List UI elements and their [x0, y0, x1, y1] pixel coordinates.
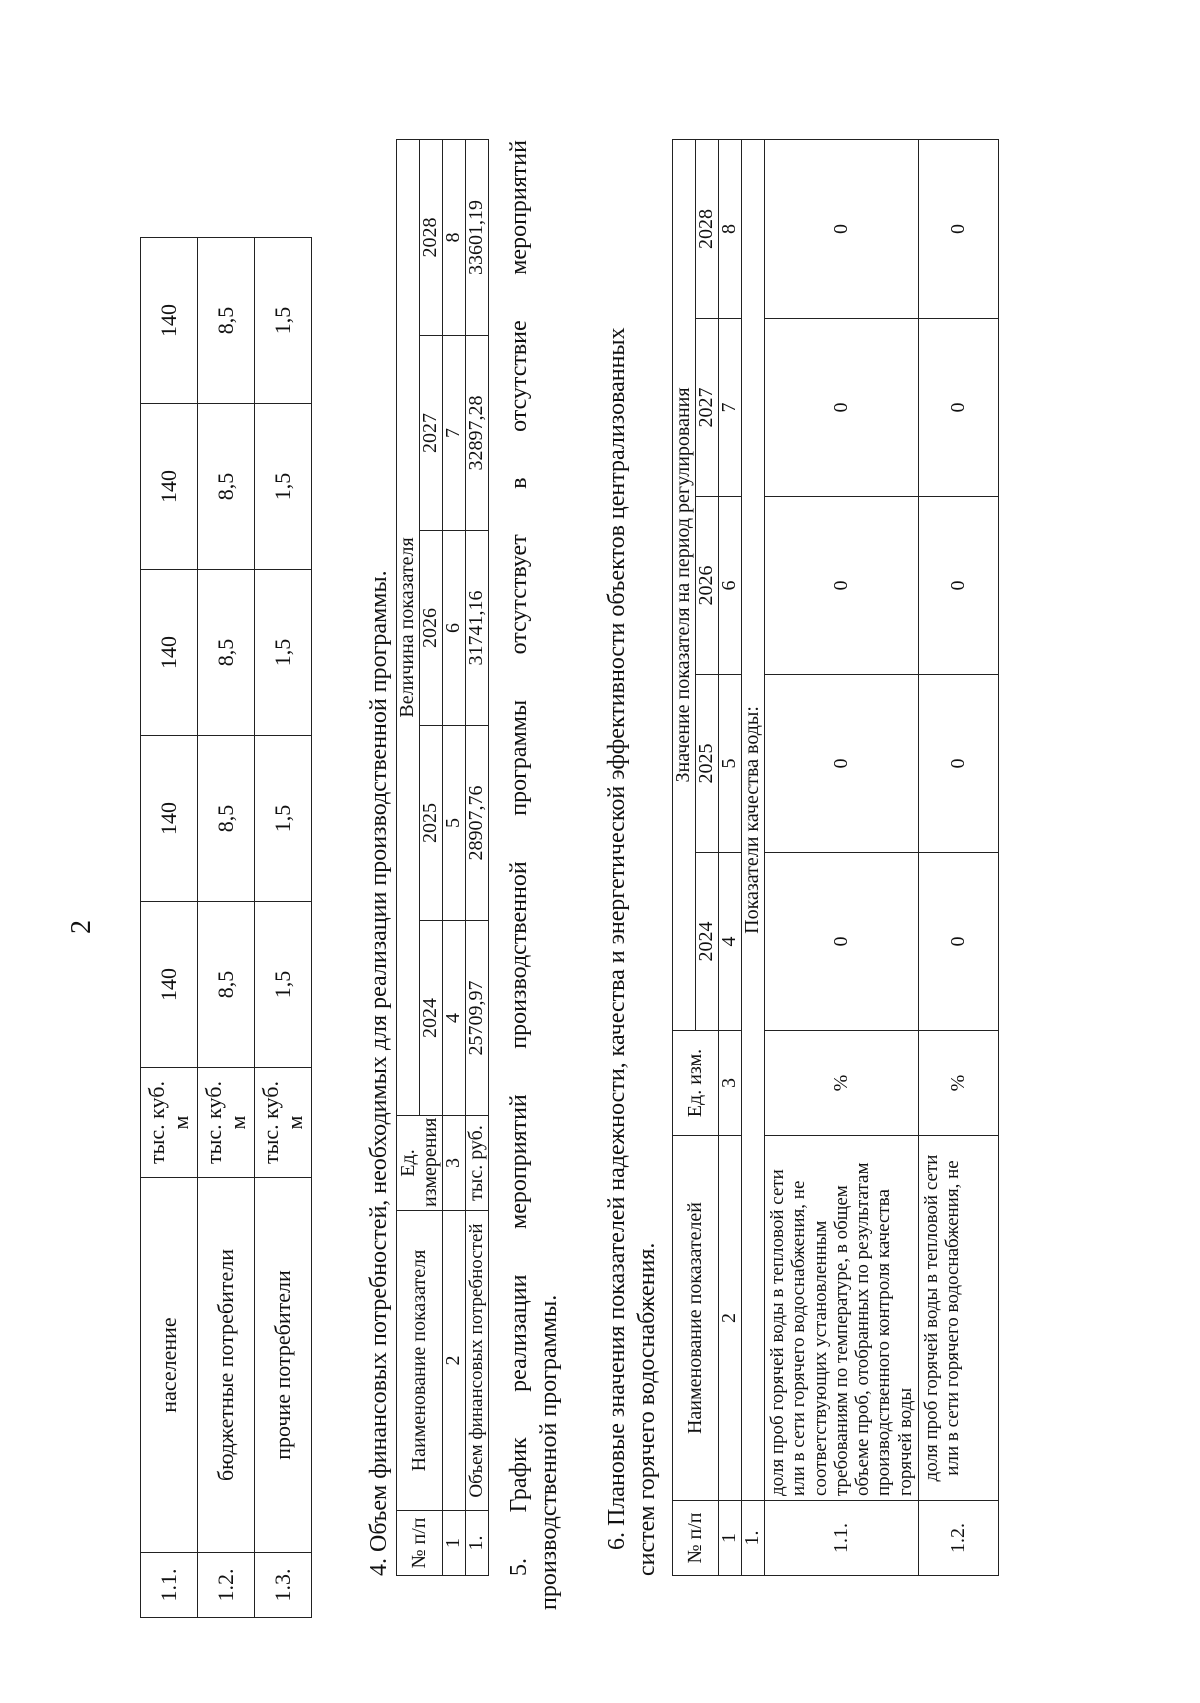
year-header: 2026 [696, 497, 719, 675]
section5-line1 [506, 140, 533, 1576]
column-index: 1 [719, 1501, 742, 1576]
year-header: 2026 [420, 531, 443, 726]
column-index: 5 [443, 726, 466, 921]
column-index: 8 [443, 139, 466, 335]
value-2024: 0 [765, 853, 919, 1031]
section5-line2: производственной программы. [536, 1294, 562, 1610]
value-2028: 8,5 [198, 238, 255, 404]
finance-table [396, 139, 489, 1576]
row-unit: тыс. куб. м [198, 1068, 255, 1178]
section5-word: производственной [506, 861, 532, 1049]
value-2024: 0 [918, 853, 998, 1031]
indicators-table [672, 139, 999, 1576]
year-header: 2028 [420, 139, 443, 335]
year-header: 2024 [696, 853, 719, 1031]
value-2026: 140 [141, 570, 198, 736]
column-index: 4 [443, 921, 466, 1116]
value-2026: 8,5 [198, 570, 255, 736]
value-2027: 0 [765, 319, 919, 497]
value-2025: 140 [141, 736, 198, 902]
table-row [141, 238, 198, 1618]
table-row [466, 139, 489, 1575]
row-name: бюджетные потребители [198, 1178, 255, 1553]
table-row [765, 139, 919, 1575]
value-2028: 0 [765, 139, 919, 318]
header-num: № п/п [397, 1511, 443, 1576]
rotated-page [20, 102, 1080, 1662]
header-row [397, 139, 420, 1575]
section6-heading-line1: 6. Плановые значения показателей надежности, качества и энергетической эффективности объектов централизованных [604, 327, 630, 1550]
value-2025: 0 [765, 675, 919, 853]
column-index: 6 [443, 531, 466, 726]
value-2028: 1,5 [255, 238, 312, 404]
column-index: 1 [443, 1511, 466, 1576]
value-2027: 8,5 [198, 404, 255, 570]
row-name: доля проб горячей воды в тепловой сети или в сети горячего водоснабжения, не [918, 1136, 998, 1501]
value-2028: 0 [918, 139, 998, 318]
row-name: доля проб горячей воды в тепловой сети или в сети горячего водоснабжения, не соответствующих установленным требованиям по температуре, в общем объеме проб, отобранных по результатам производственного контроля качества горячей воды [765, 1136, 919, 1501]
section5-word: мероприятий [506, 140, 532, 275]
year-header: 2028 [696, 139, 719, 318]
value-2025: 1,5 [255, 736, 312, 902]
value-2024: 1,5 [255, 902, 312, 1068]
section5-word: мероприятий [506, 1094, 532, 1229]
section5-word: График [506, 1437, 532, 1513]
header-row [673, 139, 696, 1575]
header-group: Величина показателя [397, 139, 420, 1115]
value-2025: 0 [918, 675, 998, 853]
value-2024: 25709,97 [466, 921, 489, 1116]
index-row [719, 139, 742, 1575]
value-2026: 31741,16 [466, 531, 489, 726]
section5-word: реализации [506, 1274, 532, 1392]
value-2025: 28907,76 [466, 726, 489, 921]
value-2027: 0 [918, 319, 998, 497]
header-name: Наименование показателей [673, 1136, 719, 1501]
group-label: Показатели качества воды: [742, 139, 765, 1500]
row-unit: тыс. куб. м [141, 1068, 198, 1178]
value-2027: 140 [141, 404, 198, 570]
table-row [918, 139, 998, 1575]
page-number: 2 [66, 920, 97, 934]
column-index: 2 [719, 1136, 742, 1501]
header-unit: Ед. изм. [673, 1031, 719, 1136]
section5-word: в [506, 477, 532, 489]
section5-word: 5. [506, 1558, 532, 1576]
column-index: 8 [719, 139, 742, 318]
value-2025: 8,5 [198, 736, 255, 902]
section5-word: отсутствует [506, 534, 532, 655]
year-header: 2025 [696, 675, 719, 853]
row-number: 1.3. [255, 1553, 312, 1618]
section5-word: отсутствие [506, 320, 532, 432]
value-2026: 0 [918, 497, 998, 675]
row-unit: тыс. руб. [466, 1116, 489, 1211]
year-header: 2024 [420, 921, 443, 1116]
value-2027: 32897,28 [466, 336, 489, 531]
group-number: 1. [742, 1501, 765, 1576]
value-2027: 1,5 [255, 404, 312, 570]
row-number: 1. [466, 1511, 489, 1576]
column-index: 7 [443, 336, 466, 531]
value-2026: 1,5 [255, 570, 312, 736]
row-unit: тыс. куб. м [255, 1068, 312, 1178]
row-number: 1.1. [141, 1553, 198, 1618]
year-header: 2027 [696, 319, 719, 497]
row-name: население [141, 1178, 198, 1553]
section4-heading: 4. Объем финансовых потребностей, необходимых для реализации производственной программы. [366, 570, 392, 1576]
value-2028: 33601,19 [466, 139, 489, 335]
year-header: 2027 [420, 336, 443, 531]
column-index: 3 [443, 1116, 466, 1211]
section6-heading-line2: систем горячего водоснабжения. [634, 1242, 660, 1576]
table-row [255, 238, 312, 1618]
header-unit: Ед. измерения [397, 1116, 443, 1211]
column-index: 2 [443, 1211, 466, 1511]
consumption-table [140, 237, 312, 1618]
row-number: 1.2. [918, 1501, 998, 1576]
column-index: 6 [719, 497, 742, 675]
value-2024: 140 [141, 902, 198, 1068]
row-name: Объем финансовых потребностей [466, 1211, 489, 1511]
row-name: прочие потребители [255, 1178, 312, 1553]
group-row [742, 139, 765, 1575]
column-index: 5 [719, 675, 742, 853]
header-num: № п/п [673, 1501, 719, 1576]
value-2024: 8,5 [198, 902, 255, 1068]
header-group: Значение показателя на период регулирования [673, 139, 696, 1030]
row-unit: % [765, 1031, 919, 1136]
column-index: 3 [719, 1031, 742, 1136]
section5-word: программы [506, 699, 532, 816]
index-row [443, 139, 466, 1575]
column-index: 7 [719, 319, 742, 497]
value-2026: 0 [765, 497, 919, 675]
year-header: 2025 [420, 726, 443, 921]
column-index: 4 [719, 853, 742, 1031]
row-unit: % [918, 1031, 998, 1136]
value-2028: 140 [141, 238, 198, 404]
table-row [198, 238, 255, 1618]
header-name: Наименование показателя [397, 1211, 443, 1511]
row-number: 1.1. [765, 1501, 919, 1576]
row-number: 1.2. [198, 1553, 255, 1618]
